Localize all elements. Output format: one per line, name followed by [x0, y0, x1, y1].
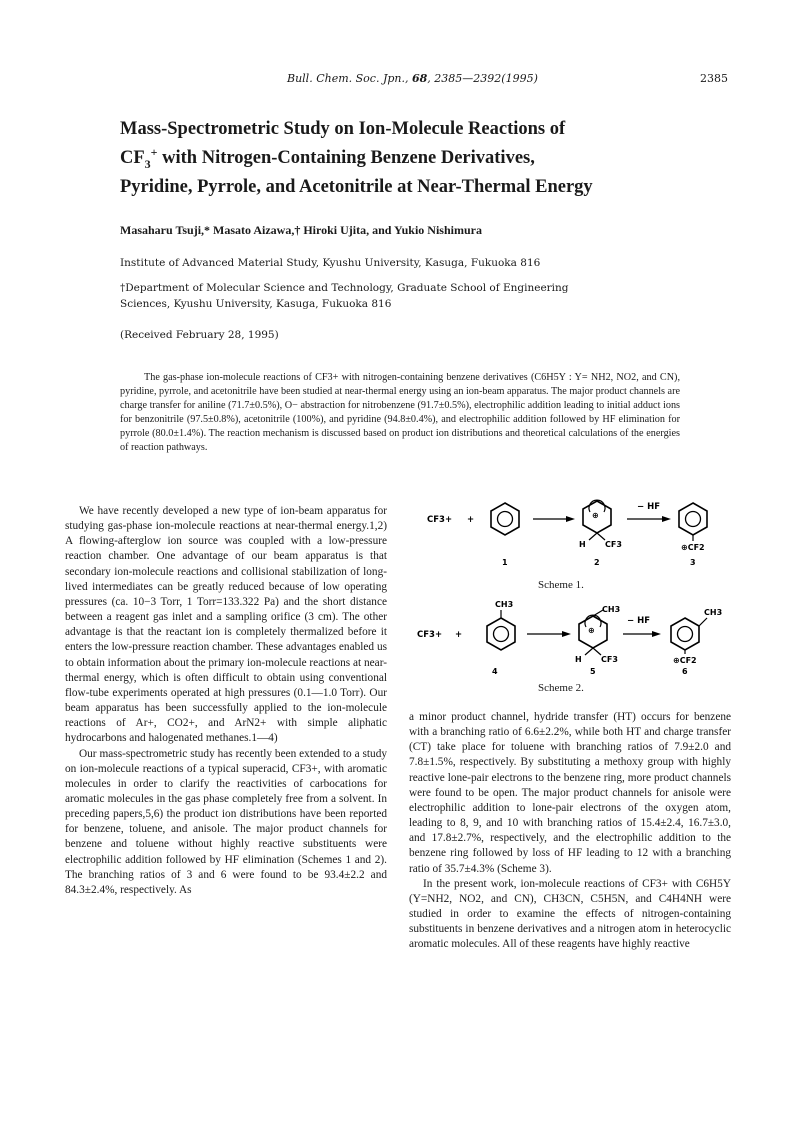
compound-number: 6	[682, 667, 688, 676]
methyl-label: CH3	[602, 605, 621, 614]
body-right-column	[409, 710, 731, 953]
reactant-cf3: CF3+	[417, 630, 443, 640]
reaction-arrow-icon	[533, 516, 575, 522]
running-header	[287, 72, 538, 85]
scheme-1-diagram	[415, 497, 735, 612]
journal-citation: Bull. Chem. Soc. Jpn., 68, 2385—2392(1995)	[287, 72, 538, 85]
compound-number: 4	[492, 667, 498, 676]
compound-number: 3	[690, 558, 696, 567]
product-cf2: ⊕CF2	[673, 656, 697, 665]
benzene-icon	[491, 503, 519, 535]
positive-charge-icon: ⊕	[592, 511, 599, 520]
plus-sign: +	[455, 630, 463, 640]
scheme-2-caption: Scheme 2.	[538, 682, 584, 694]
paragraph: a minor product channel, hydride transfer (HT) occurs for benzene with a branching ratio of 6.6±2.2%, while both HT and charge transfer (CT) take place for toluene with branching ratios of 7.9±2.0 and 7.8±1.5%, respectively. By substituting a methoxy group with highly reactive lone-pair electrons to the benzene ring, more product channels were found to be open. The major product channels for anisole were electrophilic addition to lone-pair electrons of the oxygen atom, leading to 8, 9, and 10 with branching ratios of 15.4±2.4, 16.7±3.0, and 17.8±2.7%, respectively, and the electrophilic addition to the benzene ring followed by loss of HF leading to 12 with a branching ratio of 35.7±4.3% (Scheme 3).	[409, 711, 731, 875]
plus-sign: +	[467, 515, 475, 525]
reaction-arrow-icon	[627, 516, 671, 522]
article-title: Mass-Spectrometric Study on Ion-Molecule Reactions of $CF_3^+$ with Nitrogen-Containing Benzene Derivatives, Pyridine, Pyrrole, and Acetonitrile at Near-Thermal Energy	[120, 119, 593, 197]
hydrogen-label: H	[579, 540, 586, 549]
compound-number: 1	[502, 558, 508, 567]
toluene-icon	[487, 610, 515, 650]
cf3-label: CF3	[605, 540, 622, 549]
page-number: 2385	[700, 72, 728, 85]
body-left-column	[65, 504, 387, 898]
methyl-label: CH3	[704, 608, 723, 617]
paragraph: Our mass-spectrometric study has recently been extended to a study on ion-molecule reactions of a typical superacid, CF3+, with aromatic molecules in order to clarify the reactivities of carbocations for aromatic molecules in the gas phase completely free from a solvent. In preceding papers,5,6) the product ion distributions have been reported for benzene, toluene, and anisole. The major product channels for benzene and toluene without highly reactive substituents were electrophilic addition followed by HF elimination (Schemes 1 and 2). The branching ratios of 3 and 6 were found to be 93.4±2.2 and 84.3±2.4%, respectively. As	[65, 747, 387, 896]
arrow-label: − HF	[637, 502, 661, 512]
compound-number: 2	[594, 558, 600, 567]
product-cf2: ⊕CF2	[681, 543, 705, 552]
positive-charge-icon: ⊕	[588, 626, 595, 635]
paragraph: In the present work, ion-molecule reactions of CF3+ with C6H5Y (Y=NH2, NO2, and CN), CH3CN, C5H5N, and C4H4NH were studied in order to examine the effects of nitrogen-containing substituents in benzene derivatives and a nitrogen atom in heterocyclic aromatic molecules. All of these reagents have highly reactive	[409, 877, 731, 951]
compound-number: 5	[590, 667, 596, 676]
scheme-2	[415, 596, 735, 686]
reaction-arrow-icon	[527, 631, 571, 637]
affiliation-1: Institute of Advanced Material Study, Kyushu University, Kasuga, Fukuoka 816	[120, 257, 541, 269]
scheme-1-caption: Scheme 1.	[538, 579, 584, 591]
hydrogen-label: H	[575, 655, 582, 664]
abstract: The gas-phase ion-molecule reactions of CF3+ with nitrogen-containing benzene derivatives (C6H5Y : Y= NH2, NO2, and CN), pyridine, pyrrole, and acetonitrile have been studied at near-thermal energy using an ion-beam apparatus. The major product channels are charge transfer for aniline (71.7±0.5%), O− abstraction for nitrobenzene (91.7±0.5%), electrophilic addition leading to initial adduct ions for benzonitrile (97.5±0.8%), acetonitrile (100%), and pyridine (94.8±0.4%), and electrophilic addition followed by HF elimination for pyrrole (80.0±1.4%). The reaction mechanism is discussed based on product ion distributions and theoretical calculations of the energies of reaction pathways.	[120, 372, 680, 454]
scheme-1	[415, 497, 735, 612]
received-date: (Received February 28, 1995)	[120, 329, 279, 341]
affiliation-2: †Department of Molecular Science and Technology, Graduate School of Engineering Sciences, Kyushu University, Kasuga, Fukuoka 816	[120, 282, 569, 310]
methyl-label: CH3	[495, 600, 514, 609]
scheme-2-diagram	[415, 596, 735, 686]
paragraph: We have recently developed a new type of ion-beam apparatus for studying gas-phase ion-molecule reactions at near-thermal energy.1,2) A flowing-afterglow ion source was coupled with a low-pressure reaction chamber. One advantage of our beam apparatus is that secondary ion-molecule reactions and collisional stabilization of long-lived intermediates can be greatly reduced because of low operating pressures (ca. 10−3 Torr, 1 Torr=133.322 Pa) and the short distance between a reagent gas inlet and a sampling orifice (3 cm). The other advantage is that the reactant ion is completely thermalized before it enters the low-pressure reaction chamber. These advantages enabled us to obtain information about the primary ion-molecule reactions at near-thermal energy, which is often difficult to obtain using conventional flow-tube experiments operated at high pressures (0.1—1.0 Torr). Our beam apparatus has been successfully applied to the ion-molecule reactions of Ar+, CO2+, and ArN2+ with simple aliphatic hydrocarbons and halogenated methanes.1—4)	[65, 505, 387, 745]
cf3-label: CF3	[601, 655, 618, 664]
arenium-ion-icon	[583, 500, 611, 540]
reactant-cf3: CF3+	[427, 515, 453, 525]
toluene-icon	[671, 618, 707, 654]
reaction-arrow-icon	[623, 631, 661, 637]
arrow-label: − HF	[627, 616, 651, 626]
benzene-icon	[679, 503, 707, 541]
author-list: Masaharu Tsuji,* Masato Aizawa,† Hiroki Ujita, and Yukio Nishimura	[120, 223, 482, 237]
